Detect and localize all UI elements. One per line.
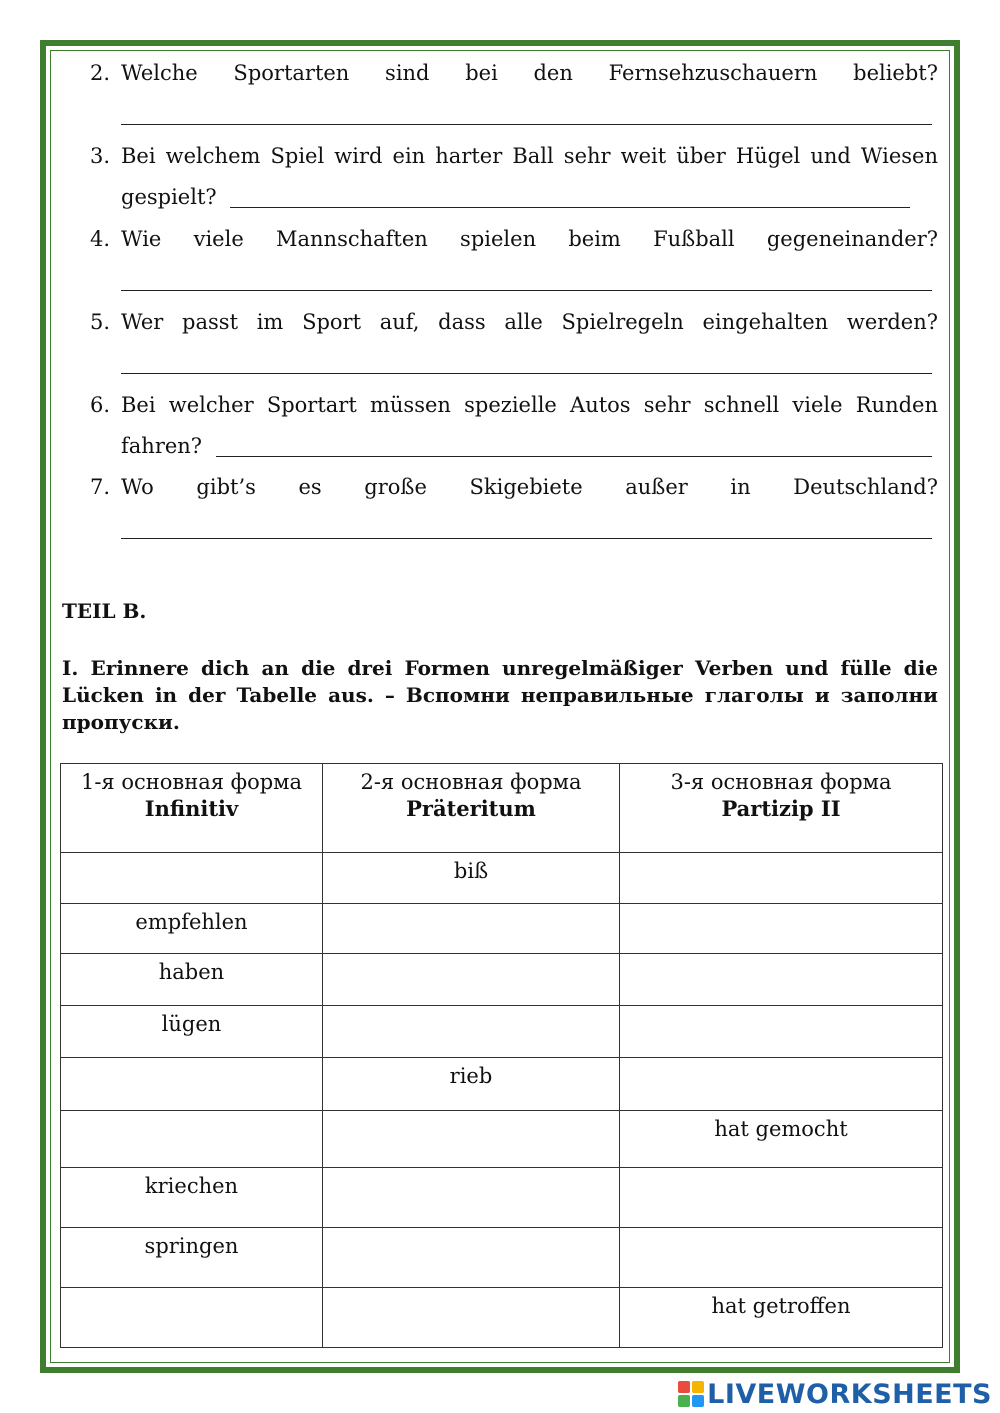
cell-infinitiv: kriechen — [61, 1168, 323, 1228]
table-row — [61, 1288, 943, 1348]
cell-praeteritum[interactable] — [323, 904, 620, 954]
header-infinitiv — [61, 764, 323, 853]
table-row — [61, 954, 943, 1006]
question-text: Wie viele Mannschaften spielen beim Fußball gegeneinander? — [121, 227, 938, 251]
answer-line-6[interactable] — [216, 456, 932, 457]
cell-praeteritum: rieb — [323, 1058, 620, 1111]
cell-praeteritum: biß — [323, 853, 620, 904]
cell-partizip[interactable] — [620, 1228, 943, 1288]
task-instructions: I. Erinnere dich an die drei Formen unregelmäßiger Verben und fülle die Lücken in der Tabelle aus. – Вспомни неправильные глаголы и заполни пропуски. — [62, 656, 938, 734]
cell-praeteritum[interactable] — [323, 1288, 620, 1348]
cell-partizip[interactable] — [620, 954, 943, 1006]
table-row — [61, 1111, 943, 1168]
cell-infinitiv: haben — [61, 954, 323, 1006]
table-row — [61, 1228, 943, 1288]
header-ru: 2-я основная форма — [360, 770, 582, 794]
question-number: 7. — [90, 475, 111, 499]
cell-infinitiv[interactable] — [61, 853, 323, 904]
verb-forms-table — [60, 763, 943, 1348]
question-number: 3. — [90, 144, 111, 168]
cell-infinitiv[interactable] — [61, 1288, 323, 1348]
cell-partizip[interactable] — [620, 853, 943, 904]
question-text: Welche Sportarten sind bei den Fernsehzuschauern beliebt? — [121, 61, 938, 85]
answer-line-2[interactable] — [121, 124, 932, 125]
question-text: Bei welcher Sportart müssen spezielle Autos sehr schnell viele Runden — [121, 393, 938, 417]
question-text: Bei welchem Spiel wird ein harter Ball sehr weit über Hügel und Wiesen — [121, 144, 938, 168]
cell-praeteritum[interactable] — [323, 1168, 620, 1228]
cell-infinitiv[interactable] — [61, 1058, 323, 1111]
table-row — [61, 1058, 943, 1111]
question-text: Wo gibt’s es große Skigebiete außer in Deutschland? — [121, 475, 938, 499]
answer-line-7[interactable] — [121, 538, 932, 539]
cell-partizip: hat gemocht — [620, 1111, 943, 1168]
question-text-cont: fahren? — [121, 434, 203, 458]
cell-praeteritum[interactable] — [323, 954, 620, 1006]
header-de: Infinitiv — [144, 796, 239, 821]
table-row — [61, 1168, 943, 1228]
question-number: 2. — [90, 61, 111, 85]
header-praeteritum — [323, 764, 620, 853]
logo-mark-icon — [678, 1381, 704, 1407]
header-ru: 1-я основная форма — [80, 770, 303, 794]
cell-infinitiv[interactable] — [61, 1111, 323, 1168]
cell-partizip[interactable] — [620, 1006, 943, 1058]
cell-partizip: hat getroffen — [620, 1288, 943, 1348]
cell-partizip[interactable] — [620, 1168, 943, 1228]
question-number: 6. — [90, 393, 111, 417]
table-header-row — [61, 764, 943, 853]
cell-praeteritum[interactable] — [323, 1228, 620, 1288]
question-text: Wer passt im Sport auf, dass alle Spielregeln eingehalten werden? — [121, 310, 938, 334]
liveworksheets-logo[interactable] — [678, 1378, 992, 1410]
cell-praeteritum[interactable] — [323, 1006, 620, 1058]
table-row — [61, 1006, 943, 1058]
question-number: 4. — [90, 227, 111, 251]
question-number: 5. — [90, 310, 111, 334]
question-text-cont: gespielt? — [121, 185, 217, 209]
cell-infinitiv: empfehlen — [61, 904, 323, 954]
cell-partizip[interactable] — [620, 904, 943, 954]
table-row — [61, 853, 943, 904]
answer-line-5[interactable] — [121, 373, 932, 374]
header-de: Präteritum — [406, 796, 536, 821]
table-row — [61, 904, 943, 954]
header-de: Partizip II — [721, 796, 841, 821]
header-partizip — [620, 764, 943, 853]
cell-praeteritum[interactable] — [323, 1111, 620, 1168]
header-ru: 3-я основная форма — [670, 770, 892, 794]
cell-infinitiv: lügen — [61, 1006, 323, 1058]
answer-line-4[interactable] — [121, 290, 932, 291]
section-title: TEIL B. — [62, 599, 147, 623]
cell-partizip[interactable] — [620, 1058, 943, 1111]
cell-infinitiv: springen — [61, 1228, 323, 1288]
logo-text: LIVEWORKSHEETS — [707, 1378, 992, 1410]
answer-line-3[interactable] — [230, 207, 910, 208]
